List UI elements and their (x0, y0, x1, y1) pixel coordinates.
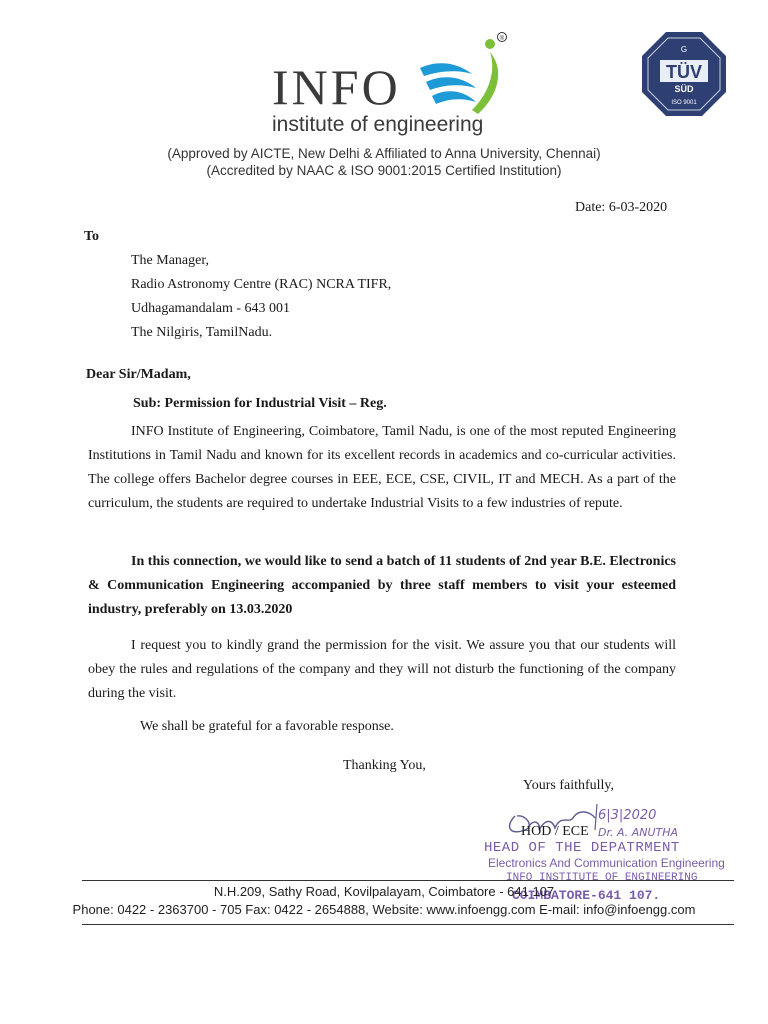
tuv-badge-sub: SÜD (674, 84, 694, 94)
letter-date: Date: 6-03-2020 (575, 200, 668, 215)
body-paragraph-permission-text: I request you to kindly grand the permission for the visit. We assure you that our students will obey the rules and regulations of the company and they will not disturb the functioning of the company during the visit. (88, 638, 676, 701)
institute-logo-wordmark: INFO (272, 59, 401, 115)
approval-line: (Approved by AICTE, New Delhi & Affiliated to Anna University, Chennai) (167, 146, 601, 161)
svg-text:G: G (680, 45, 688, 54)
footer-contact: Phone: 0422 - 2363700 - 705 Fax: 0422 - 2654888, Website: www.infoengg.com E-mail: info@infoengg.com (72, 902, 696, 917)
stamp-city-line: COIMBATORE-641 107. (512, 888, 661, 903)
thanking-line: Thanking You, (343, 758, 426, 773)
registered-mark: ® (499, 36, 505, 42)
tuv-badge-iso: ISO 9001 (671, 100, 697, 106)
body-paragraph-intro (88, 420, 676, 516)
yours-faithfully: Yours faithfully, (523, 778, 615, 793)
stamp-institute-line: INFO INSTITUTE OF ENGINEERING (506, 872, 698, 884)
body-paragraph-permission (88, 634, 676, 706)
body-paragraph-request-batch-text: In this connection, we would like to send a batch of 11 students of 2nd year B.E. Electronics & Communication Engineering accompanied by three staff members to visit your esteemed industry, preferably on 13.03.2020 (88, 554, 676, 617)
institute-logo-subtitle: institute of engineering (272, 113, 484, 136)
address-line: The Nilgiris, TamilNadu. (131, 325, 273, 340)
institute-logo-icon (412, 30, 512, 120)
salutation: Dear Sir/Madam, (86, 367, 191, 382)
closing-line: We shall be grateful for a favorable response. (140, 719, 394, 734)
recipient-to-label: To (84, 229, 100, 244)
accreditation-line: (Accredited by NAAC & ISO 9001:2015 Certified Institution) (206, 163, 562, 178)
address-line: The Manager, (131, 253, 209, 268)
tuv-certification-badge-icon (640, 30, 728, 118)
tuv-badge-brand: TÜV (666, 62, 702, 82)
footer-address: N.H.209, Sathy Road, Kovilpalayam, Coimbatore - 641 107 (213, 884, 555, 899)
body-paragraph-intro-text: INFO Institute of Engineering, Coimbatore, Tamil Nadu, is one of the most reputed Engineering Institutions in Tamil Nadu and known for its excellent records in academics and co-curricular activities. The college offers Bachelor degree courses in EEE, ECE, CSE, CIVIL, IT and MECH. As a part of the curriculum, the students are required to undertake Industrial Visits to a few industries of repute. (88, 424, 676, 511)
address-line: Radio Astronomy Centre (RAC) NCRA TIFR, (131, 277, 392, 292)
handwritten-name: Dr. A. ANUTHA (598, 826, 679, 839)
stamp-hod-line: HEAD OF THE DEPATRMENT (484, 840, 680, 856)
signatory-title: HOD / ECE (521, 824, 589, 839)
stamp-department-line: Electronics And Communication Engineering (488, 856, 725, 870)
footer-divider (82, 924, 734, 925)
handwritten-date: 6|3|2020 (598, 808, 657, 823)
subject-line: Sub: Permission for Industrial Visit – Reg. (133, 396, 387, 411)
body-paragraph-request-batch (88, 550, 676, 622)
footer-divider (82, 880, 734, 881)
address-line: Udhagamandalam - 643 001 (131, 301, 291, 316)
